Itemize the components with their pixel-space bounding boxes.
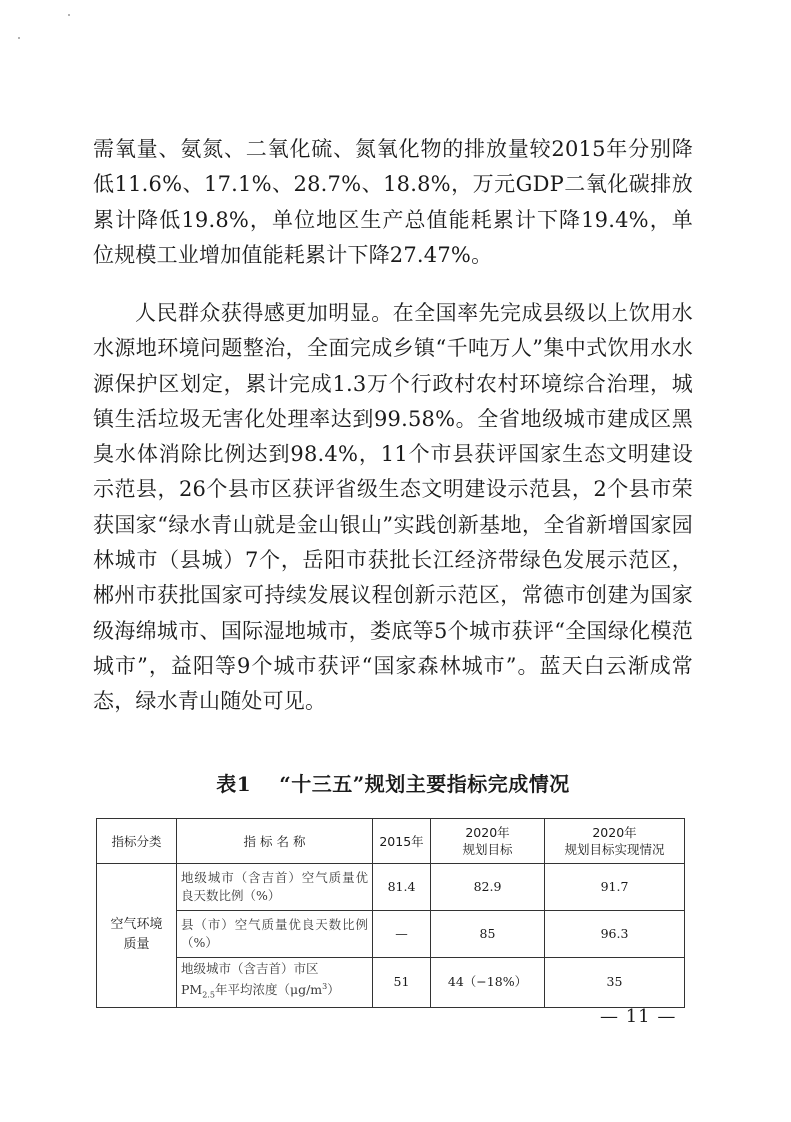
value-2015: 81.4 xyxy=(373,864,431,911)
table-row xyxy=(97,911,685,958)
indicator-name-pm-sub: 2.5 xyxy=(202,990,215,1000)
header-2020-target xyxy=(431,819,545,864)
indicator-name-close: ） xyxy=(327,982,340,998)
table-header-row xyxy=(97,819,685,864)
header-2015: 2015年 xyxy=(373,819,431,864)
table-caption-number: 表1 xyxy=(216,772,252,796)
table-caption xyxy=(93,768,693,797)
value-2020-achieved: 96.3 xyxy=(545,911,685,958)
indicator-name-line2: 年平均浓度（μg/m xyxy=(214,982,323,998)
value-2015: — xyxy=(373,911,431,958)
table-caption-title: “十三五”规划主要指标完成情况 xyxy=(279,772,570,796)
scan-speck xyxy=(68,14,70,16)
value-2020-target: 85 xyxy=(431,911,545,958)
indicator-name-pm: PM xyxy=(181,982,203,998)
table-row xyxy=(97,958,685,1008)
value-2020-achieved: 35 xyxy=(545,958,685,1008)
table-row xyxy=(97,864,685,911)
indicator-name-line1: 地级城市（含吉首）市区 xyxy=(181,961,319,976)
indicator-table xyxy=(96,818,685,1008)
value-2020-target: 44（−18%） xyxy=(431,958,545,1008)
value-2020-achieved: 91.7 xyxy=(545,864,685,911)
value-2015: 51 xyxy=(373,958,431,1008)
category-cell xyxy=(97,864,177,1008)
header-category: 指标分类 xyxy=(97,819,177,864)
paragraph-public-benefits: 人民群众获得感更加明显。在全国率先完成县级以上饮用水水源地环境问题整治，全面完成乡镇“千吨万人”集中式饮用水水源保护区划定，累计完成1.3万个行政村农村环境综合治理，城镇生活垃圾无害化处理率达到99.58%。全省地级城市建成区黑臭水体消除比例达到98.4%，11个市县获评国家生态文明建设示范县，26个县市区获评省级生态文明建设示范县，2个县市荣获国家“绿水青山就是金山银山”实践创新基地，全省新增国家园林城市（县城）7个，岳阳市获批长江经济带绿色发展示范区，郴州市获批国家可持续发展议程创新示范区，常德市创建为国家级海绵城市、国际湿地城市，娄底等5个城市获评“全国绿化模范城市”，益阳等9个城市获评“国家森林城市”。蓝天白云渐成常态，绿水青山随处可见。 xyxy=(93,301,693,714)
page-number: — 11 — xyxy=(600,1006,677,1027)
header-2020-achieved-line1: 2020年 xyxy=(592,825,637,840)
paragraph-emissions: 需氧量、氨氮、二氧化硫、氮氧化物的排放量较2015年分别降低11.6%、17.1%、28.7%、18.8%，万元GDP二氧化碳排放累计降低19.8%，单位地区生产总值能耗累计下降19.4%，单位规模工业增加值能耗累计下降27.47%。 xyxy=(93,137,693,267)
indicator-name: 县（市）空气质量优良天数比例（%） xyxy=(177,911,373,958)
header-2020-achieved xyxy=(545,819,685,864)
category-line1: 空气环境 xyxy=(110,917,163,933)
header-2020-target-line2: 规划目标 xyxy=(462,842,513,857)
category-line2: 质量 xyxy=(123,937,150,953)
header-2020-achieved-line2: 规划目标实现情况 xyxy=(564,842,665,857)
indicator-name xyxy=(177,958,373,1008)
indicator-name: 地级城市（含吉首）空气质量优良天数比例（%） xyxy=(177,864,373,911)
header-indicator-name: 指 标 名 称 xyxy=(177,819,373,864)
indicator-name-unit-sup: 3 xyxy=(322,982,328,991)
scan-speck xyxy=(18,37,20,39)
header-2020-target-line1: 2020年 xyxy=(465,825,510,840)
value-2020-target: 82.9 xyxy=(431,864,545,911)
